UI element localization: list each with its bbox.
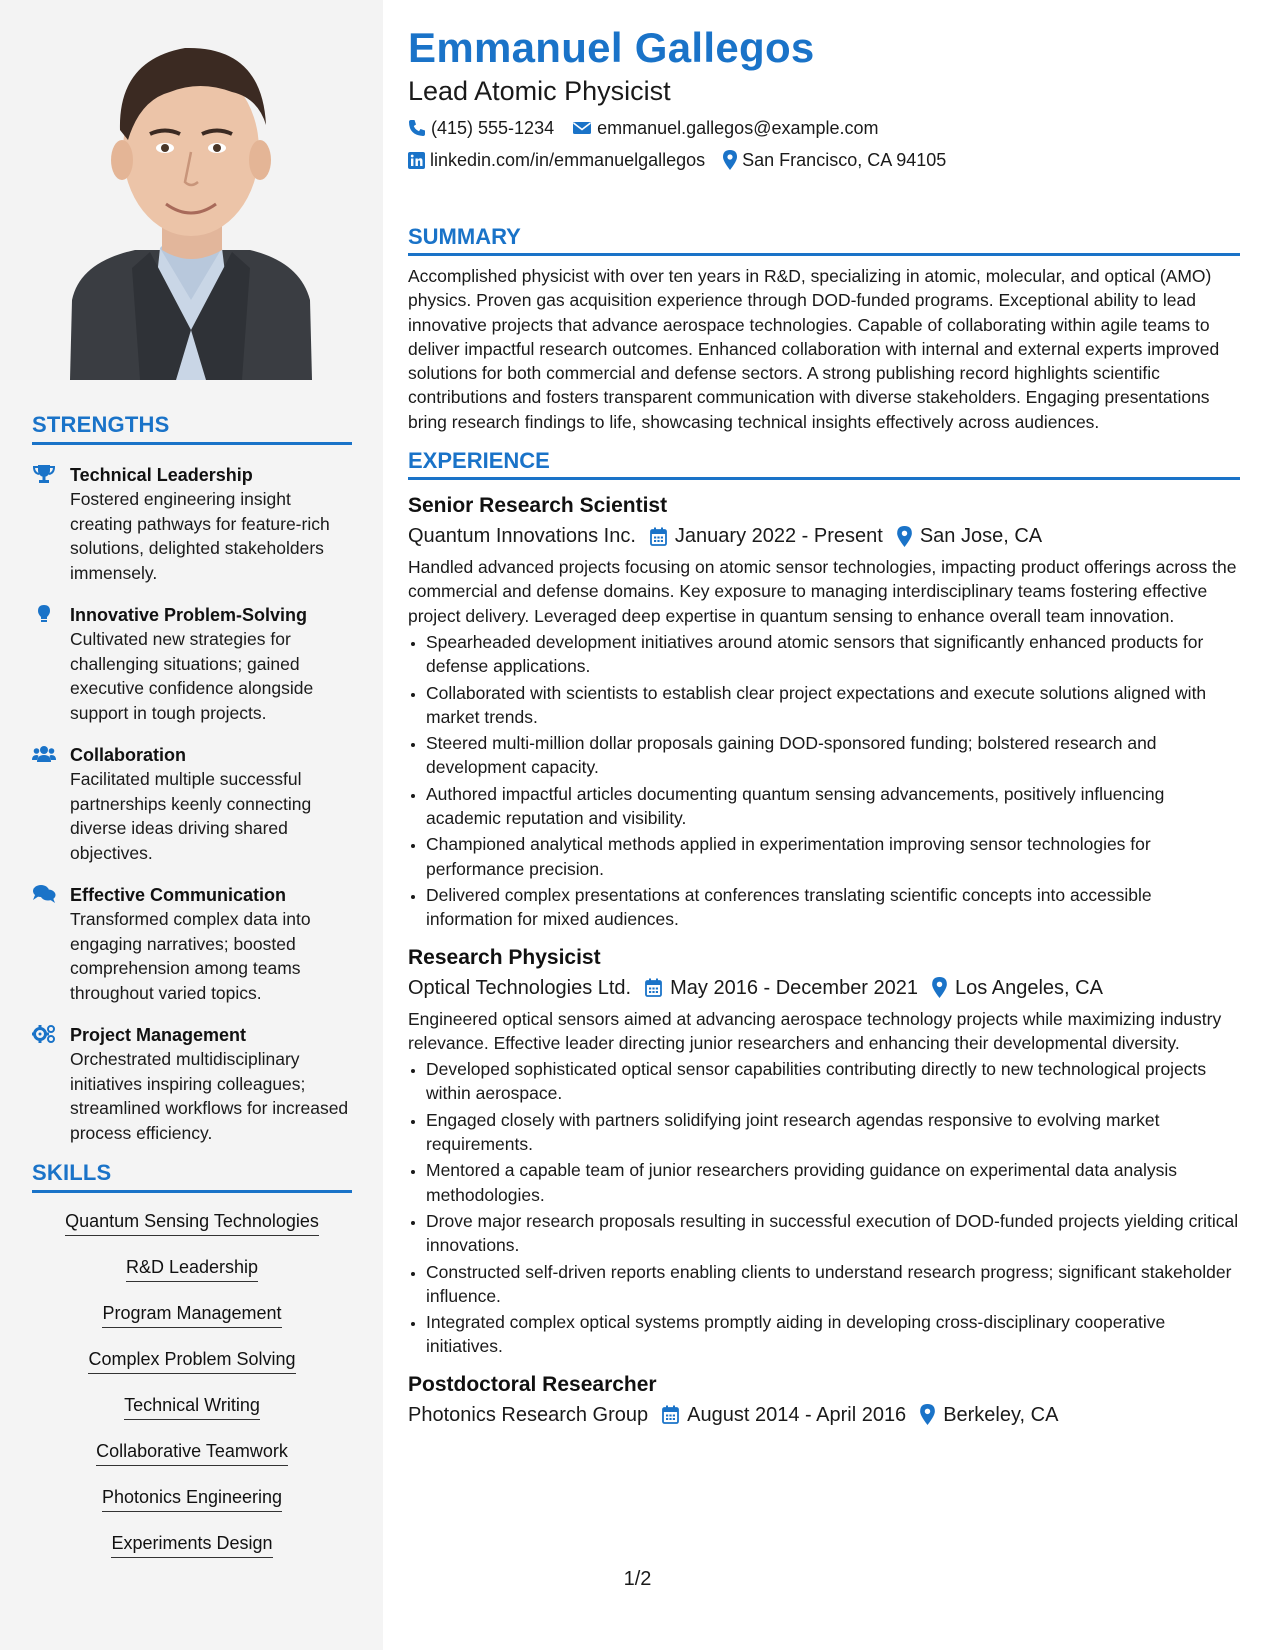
linkedin-icon (408, 152, 425, 169)
skill-item (32, 1255, 352, 1282)
job-dates-text: May 2016 - December 2021 (670, 976, 919, 999)
job-bullet: • Authored impactful articles documenting quantum sensing advancements, positively influencing academic reputation and visibility. (426, 782, 1240, 831)
job-bullets (408, 630, 1240, 932)
strength-item (32, 883, 352, 1005)
job-location-text: Los Angeles, CA (955, 976, 1103, 999)
job-meta (408, 521, 1240, 551)
summary-text: Accomplished physicist with over ten years in R&D, specializing in atomic, molecular, and optical (AMO) physics. Proven gas acquisition experience through DOD-funded programs. Exceptional ability to lead innovative projects that advance aerospace technologies. Capable of collaborating within agile teams to deliver impactful research outcomes. Enhanced collaboration with internal and external experts improved solutions for both commercial and defense sectors. A strong publishing record highlights scientific contributions and fosters transparent communication with diverse stakeholders. Engaging presentations bring research findings to life, showcasing technical insights effectively across audiences. (408, 266, 1220, 432)
strength-item (32, 743, 352, 865)
job-company: Quantum Innovations Inc. (408, 525, 636, 548)
job-dates (645, 973, 918, 1003)
skill-list (32, 1209, 352, 1558)
calendar-icon (645, 978, 662, 997)
job-meta (408, 1400, 1240, 1430)
strength-title: Technical Leadership (70, 465, 253, 485)
skill-label: Photonics Engineering (102, 1485, 282, 1512)
skill-item (32, 1347, 352, 1374)
strength-title: Innovative Problem-Solving (70, 605, 308, 625)
phone-icon (408, 119, 426, 137)
sidebar (0, 0, 383, 1650)
skill-item (32, 1393, 352, 1420)
job-company: Optical Technologies Ltd. (408, 976, 632, 999)
job-bullet: • Delivered complex presentations at conferences translating scientific concepts into accessible information for mixed audiences. (426, 883, 1240, 932)
job-bullet: • Engaged closely with partners solidifying joint research agendas responsive to evolving market requirements. (426, 1108, 1240, 1157)
candidate-role: Lead Atomic Physicist (408, 76, 671, 106)
summary-title: SUMMARY (408, 224, 1240, 256)
job-bullets (408, 1057, 1240, 1359)
job-company: Photonics Research Group (408, 1403, 649, 1426)
job-bullet: • Championed analytical methods applied in experimentation improving sensor technologies for performance precision. (426, 832, 1240, 881)
strength-desc: Orchestrated multidisciplinary initiatives inspiring colleagues; streamlined workflows for increased process efficiency. (70, 1049, 349, 1143)
phone-contact[interactable] (408, 116, 554, 140)
map-pin-icon (897, 526, 912, 547)
strengths-title: STRENGTHS (32, 412, 352, 445)
strength-item (32, 1023, 352, 1145)
map-pin-icon (932, 977, 947, 998)
strength-desc: Cultivated new strategies for challenging situations; gained executive confidence alongside support in tough projects. (70, 629, 314, 723)
users-icon (32, 744, 56, 764)
job-bullet: • Drove major research proposals resulting in successful execution of DOD-funded projects yielding critical innovations. (426, 1209, 1240, 1258)
job-dates (662, 1400, 906, 1430)
location-contact (723, 148, 946, 172)
trophy-icon (32, 464, 56, 484)
skill-item (32, 1209, 352, 1236)
job-bullet: • Spearheaded development initiatives around atomic sensors that significantly enhanced products for defense applications. (426, 630, 1240, 679)
job-dates (650, 521, 883, 551)
envelope-icon (572, 120, 592, 136)
main-content (408, 22, 1240, 1430)
skill-item (32, 1301, 352, 1328)
job-bullet: • Constructed self-driven reports enabling clients to understand research progress; significant stakeholder influence. (426, 1260, 1240, 1309)
job-title: Postdoctoral Researcher (408, 1372, 657, 1396)
map-pin-icon (920, 1404, 935, 1425)
job-bullet: • Developed sophisticated optical sensor capabilities contributing directly to new technological projects within aerospace. (426, 1057, 1240, 1106)
job-dates-text: August 2014 - April 2016 (687, 1403, 907, 1426)
skill-item (32, 1531, 352, 1558)
strength-title: Collaboration (70, 745, 186, 765)
strength-item (32, 463, 352, 585)
strength-desc: Facilitated multiple successful partnerships keenly connecting diverse ideas driving shared objectives. (70, 769, 312, 863)
skill-item (32, 1485, 352, 1512)
profile-photo (0, 0, 383, 380)
job-entry (408, 1371, 1240, 1430)
skill-label: R&D Leadership (126, 1255, 258, 1282)
job-bullet: • Steered multi-million dollar proposals gaining DOD-sponsored funding; bolstered research and development capacity. (426, 731, 1240, 780)
job-description: Engineered optical sensors aimed at advancing aerospace technology projects while maximizing industry relevance. Effective leader directing junior researchers and enhancing their developmental diversity. (408, 1008, 1222, 1053)
map-pin-icon (723, 150, 737, 170)
job-location (897, 521, 1042, 551)
linkedin-text: linkedin.com/in/emmanuelgallegos (430, 150, 706, 170)
skill-label: Quantum Sensing Technologies (65, 1209, 319, 1236)
page-number: 1/2 (623, 1568, 652, 1590)
summary-section (408, 224, 1240, 434)
contact-row (408, 148, 1240, 172)
lightbulb-icon (32, 604, 56, 624)
job-entry (408, 944, 1240, 1359)
linkedin-contact[interactable] (408, 148, 705, 172)
skill-label: Experiments Design (111, 1531, 272, 1558)
email-contact[interactable] (572, 116, 878, 140)
job-bullet: • Integrated complex optical systems promptly aiding in developing cross-disciplinary cooperative initiatives. (426, 1310, 1240, 1359)
skill-label: Technical Writing (124, 1393, 260, 1420)
strength-desc: Fostered engineering insight creating pathways for feature-rich solutions, delighted stakeholders immensely. (70, 489, 330, 583)
strength-title: Project Management (70, 1025, 247, 1045)
experience-title: EXPERIENCE (408, 448, 1240, 480)
candidate-name: Emmanuel Gallegos (408, 24, 815, 71)
job-meta (408, 973, 1240, 1003)
job-location (932, 973, 1103, 1003)
job-title: Research Physicist (408, 945, 601, 969)
strength-item (32, 603, 352, 725)
skill-label: Program Management (102, 1301, 281, 1328)
calendar-icon (662, 1405, 679, 1424)
skills-section (32, 1160, 352, 1577)
job-title: Senior Research Scientist (408, 494, 668, 518)
job-location-text: San Jose, CA (919, 525, 1043, 548)
strengths-section (32, 412, 352, 1145)
location-text: San Francisco, CA 94105 (742, 150, 947, 170)
strength-desc: Transformed complex data into engaging narratives; boosted comprehension among teams throughout varied topics. (70, 909, 311, 1003)
contact-row (408, 116, 1240, 140)
skill-item (32, 1439, 352, 1466)
skill-label: Collaborative Teamwork (96, 1439, 288, 1466)
job-location (920, 1400, 1058, 1430)
job-dates-text: January 2022 - Present (674, 525, 883, 548)
comments-icon (32, 884, 56, 904)
strength-title: Effective Communication (70, 885, 287, 905)
job-entry (408, 492, 1240, 931)
phone-text: (415) 555-1234 (431, 118, 555, 138)
gears-icon (32, 1024, 56, 1044)
job-description: Handled advanced projects focusing on atomic sensor technologies, impacting product offerings across the commercial and defense domains. Key exposure to managing interdisciplinary teams fostering effective project delivery. Leveraged deep expertise in quantum sensing to enhance overall team innovation. (408, 557, 1237, 626)
skill-label: Complex Problem Solving (88, 1347, 295, 1374)
job-bullet: • Mentored a capable team of junior researchers providing guidance on experimental data analysis methodologies. (426, 1158, 1240, 1207)
skills-title: SKILLS (32, 1160, 352, 1193)
job-location-text: Berkeley, CA (943, 1403, 1059, 1426)
job-bullet: • Collaborated with scientists to establish clear project expectations and execute solutions aligned with market trends. (426, 681, 1240, 730)
experience-section (408, 448, 1240, 1430)
calendar-icon (650, 527, 667, 546)
email-text: emmanuel.gallegos@example.com (597, 118, 879, 138)
